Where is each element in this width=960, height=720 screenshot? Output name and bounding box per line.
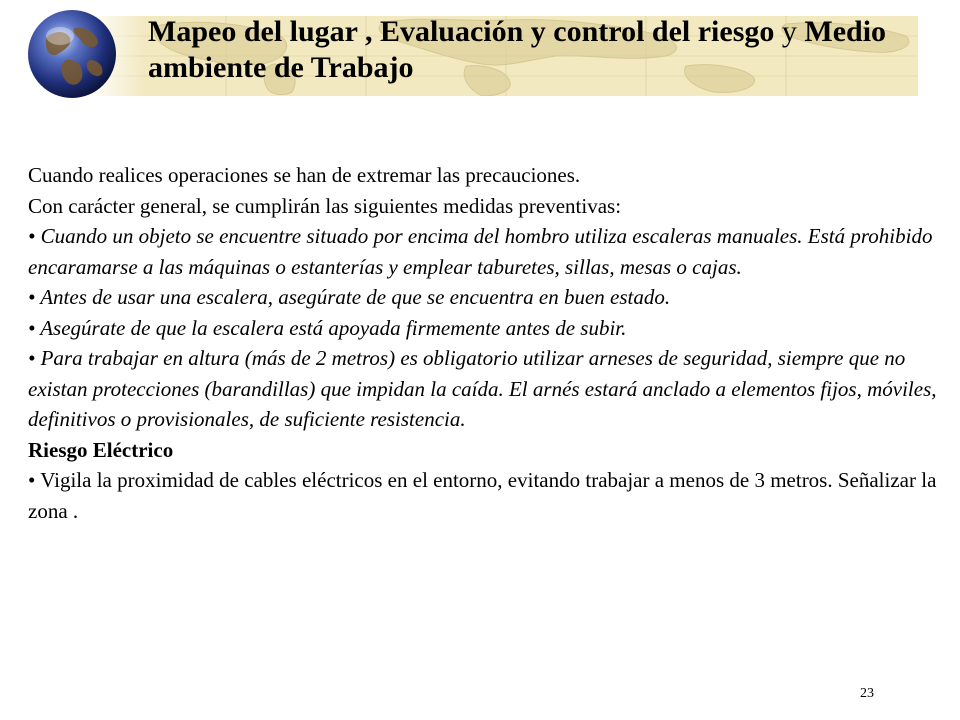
page-title	[148, 14, 908, 86]
bullet-text: Asegúrate de que la escalera está apoyada firmemente antes de subir.	[40, 315, 627, 340]
bullet-text: Para trabajar en altura (más de 2 metros) es obligatorio utilizar arneses de seguridad, siempre que no existan protecciones (barandillas) que impidan la caída. El arnés estará anclado a elementos fijos, móviles, definitivos o provisionales, de suficiente resistencia.	[28, 346, 937, 431]
bullet-icon: •	[28, 285, 41, 309]
section-heading: Riesgo Eléctrico	[28, 437, 174, 462]
bullet-item	[28, 313, 953, 344]
bullet-icon: •	[28, 346, 41, 370]
bullet-icon: •	[28, 224, 41, 248]
bullet-item	[28, 221, 953, 282]
intro-line-2: Con carácter general, se cumplirán las siguientes medidas preventivas:	[28, 193, 622, 218]
bullet-icon: •	[28, 315, 41, 340]
title-part-1: Mapeo del lugar , Evaluación y control del riesgo	[148, 15, 775, 48]
bullet-item	[28, 343, 953, 435]
body-text	[28, 160, 953, 526]
bullet-text: Vigila la proximidad de cables eléctricos en el entorno, evitando trabajar a menos de 3 metros. Señalizar la zona .	[28, 468, 937, 523]
bullet-text: Cuando un objeto se encuentre situado por encima del hombro utiliza escaleras manuales. Está prohibido encaramarse a las máquinas o estanterías y emplear taburetes, sillas, mesas o cajas.	[28, 224, 933, 279]
globe-icon	[26, 8, 118, 100]
title-part-2: Medio ambiente de Trabajo	[148, 15, 887, 84]
page-number: 23	[860, 686, 874, 701]
bullet-text: Antes de usar una escalera, asegúrate de que se encuentra en buen estado.	[40, 285, 671, 309]
bullet-icon: •	[28, 468, 41, 492]
intro-line-1: Cuando realices operaciones se han de extremar las precauciones.	[28, 163, 581, 187]
title-connector: y	[774, 15, 805, 48]
bullet-item	[28, 282, 953, 313]
bullet-item	[28, 465, 953, 526]
